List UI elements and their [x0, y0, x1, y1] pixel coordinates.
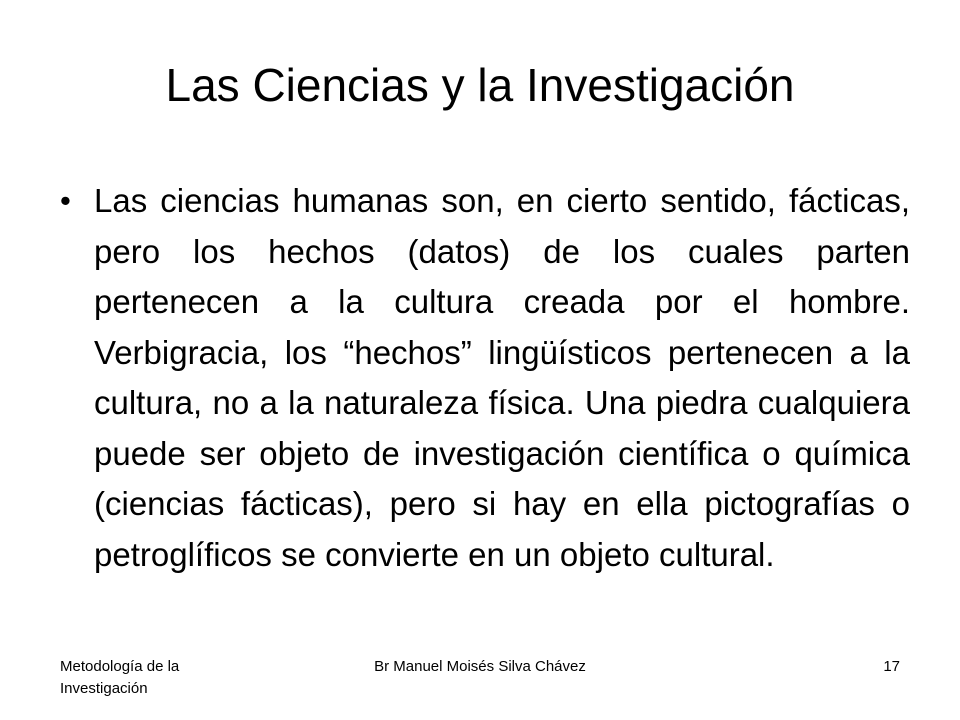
bullet-item: [60, 176, 910, 580]
slide-title: Las Ciencias y la Investigación: [165, 59, 795, 111]
slide-footer: [0, 648, 960, 708]
slide-content: [60, 176, 910, 580]
bullet-marker: •: [60, 183, 71, 218]
footer-course-name: Metodología de la Investigación: [60, 658, 180, 697]
footer-author: Br Manuel Moisés Silva Chávez: [374, 658, 586, 675]
footer-page-number: 17: [883, 658, 900, 675]
bullet-text: Las ciencias humanas son, en cierto sentido, fácticas, pero los hechos (datos) de los cuales parten pertenecen a la cultura creada por el hombre. Verbigracia, los “hechos” lingüísticos pertenecen a la cultura, no a la naturaleza física. Una piedra cualquiera puede ser objeto de investigación científica o química (ciencias fácticas), pero si hay en ella pictografías o petroglíficos se convierte en un objeto cultural.: [94, 182, 910, 573]
